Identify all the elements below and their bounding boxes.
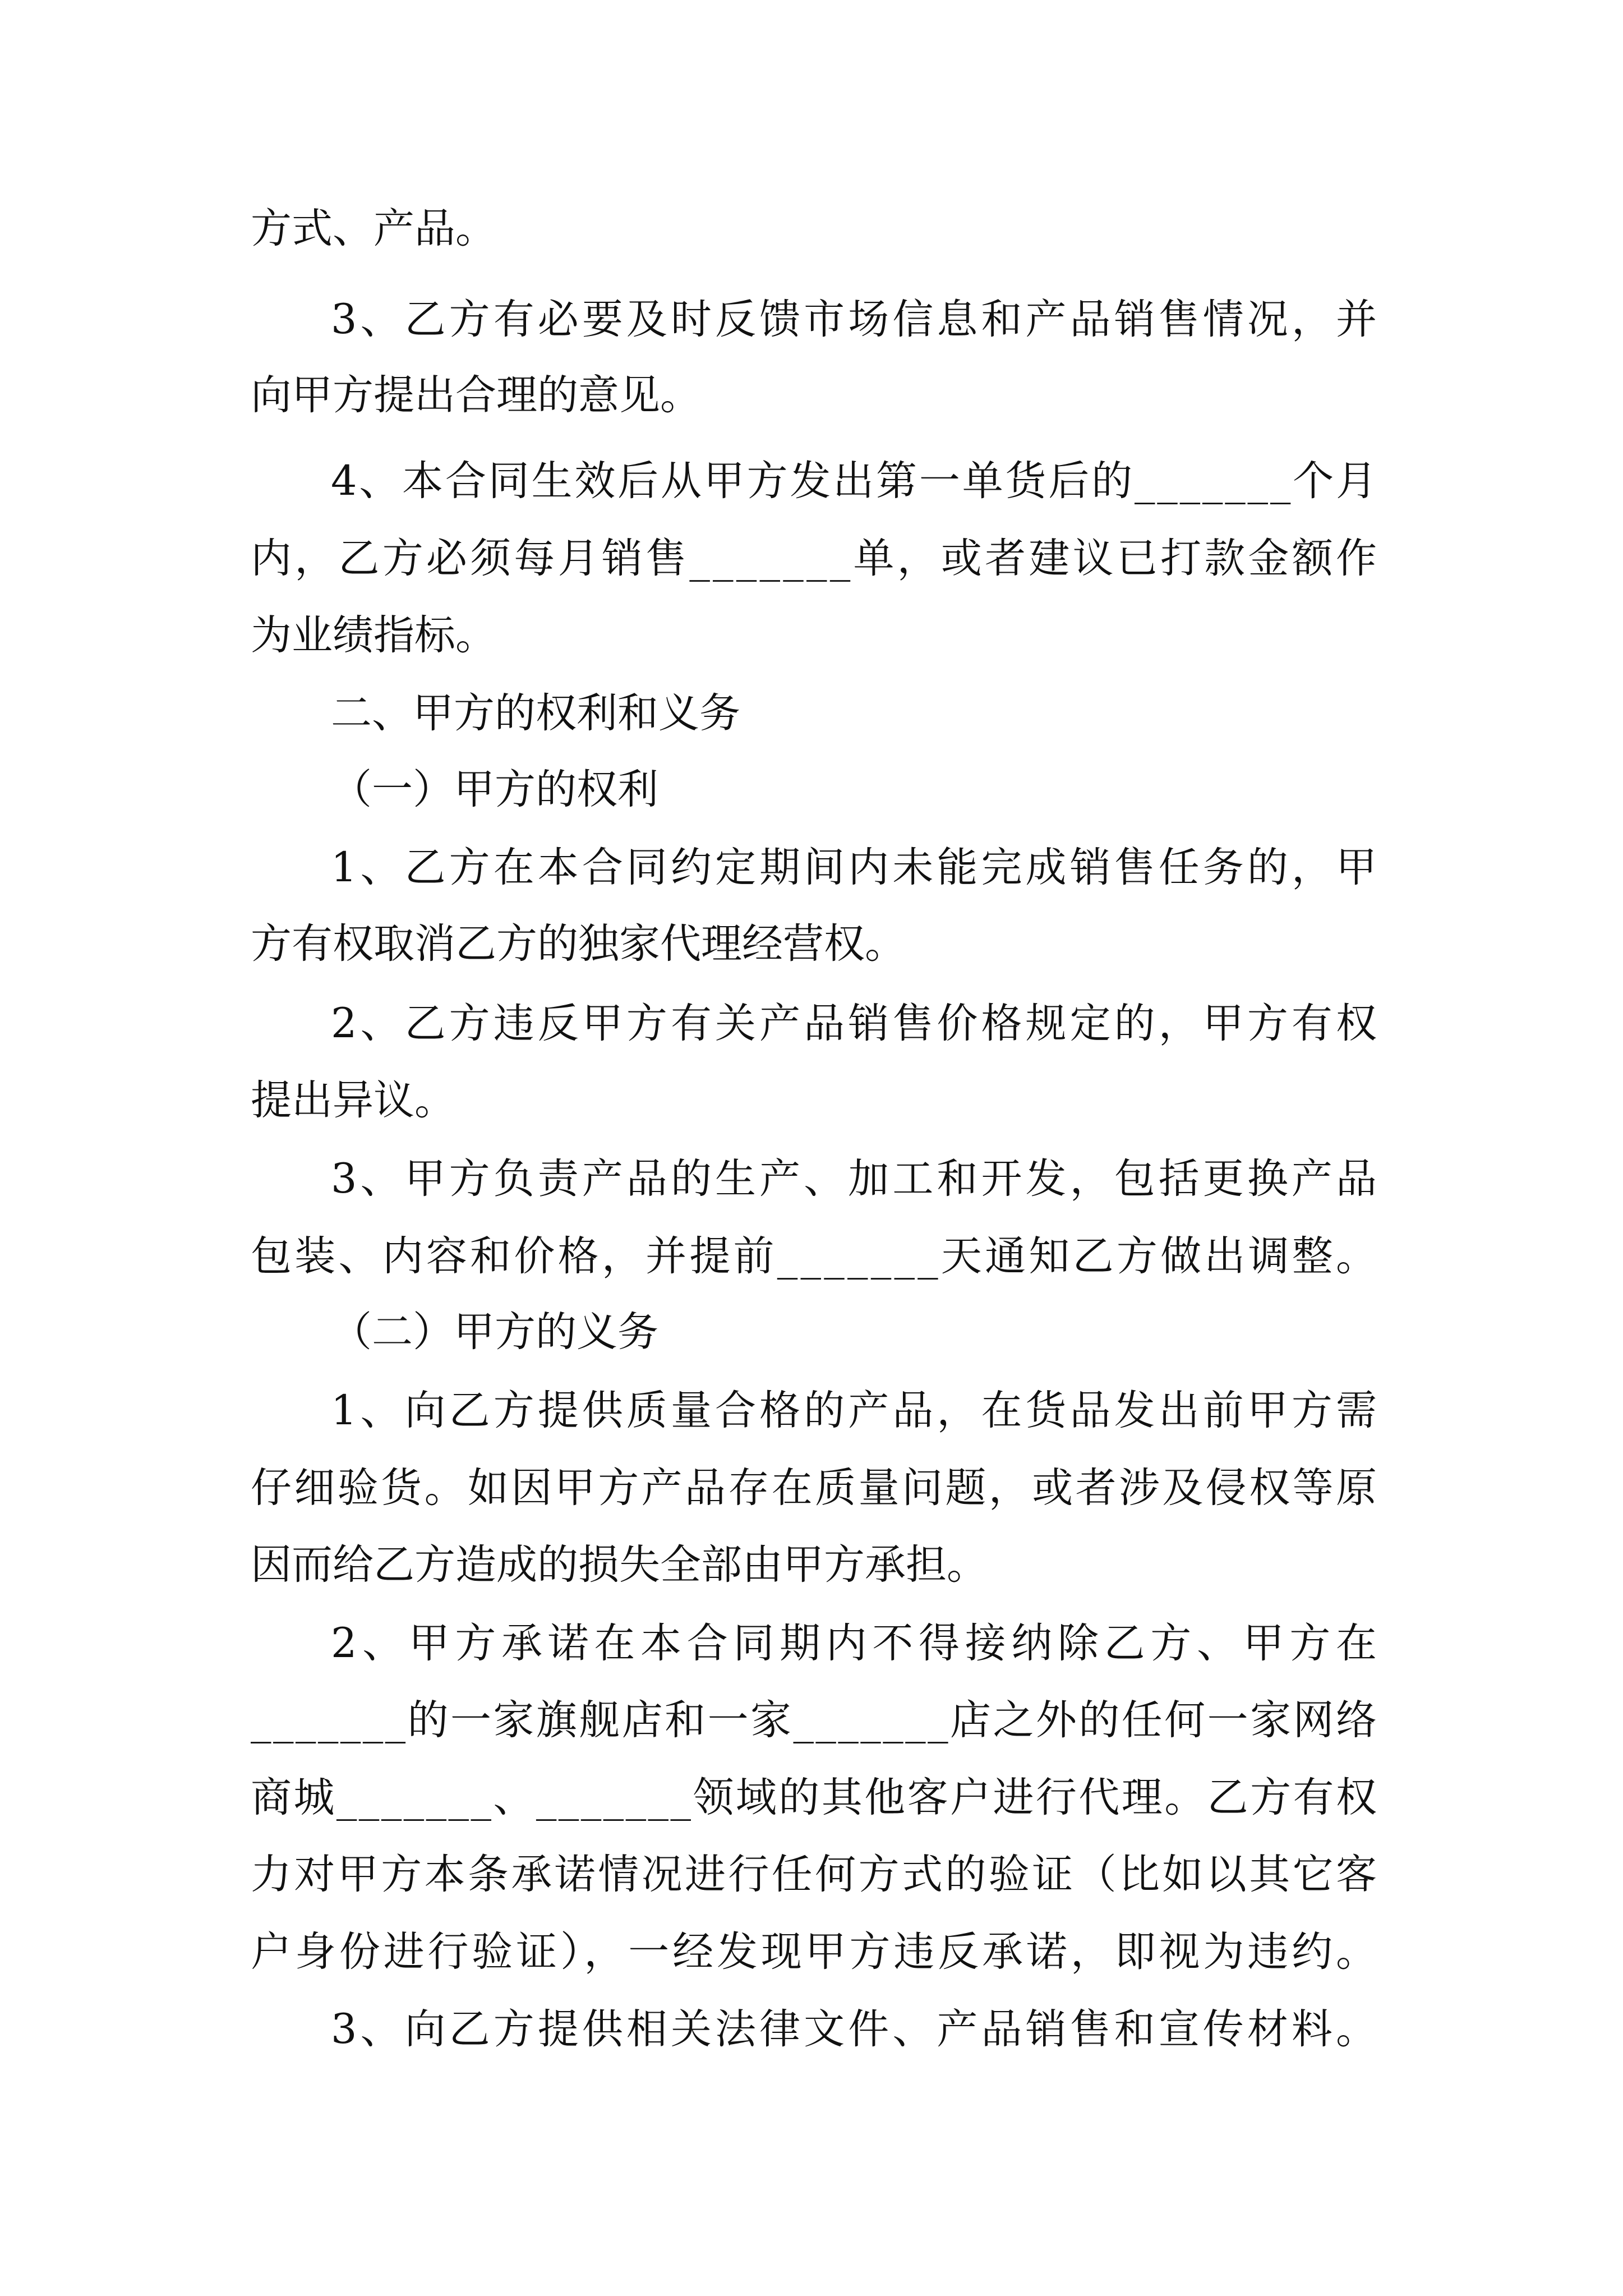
text-line [331,996,1380,1052]
line-text: 力对甲方本条承诺情况进行任何方式的验证（比如以其它客 [251,1851,1380,1898]
line-text: 1、向乙方提供质量合格的产品，在货品发出前甲方需 [331,1387,1381,1434]
line-text: 3、向乙方提供相关法律文件、产品销售和宣传材料。 [331,2005,1381,2053]
text-line [331,762,658,818]
text-line [251,1537,988,1593]
text-line [331,840,1380,896]
text-line [331,1383,1380,1439]
text-line [251,1847,1379,1903]
text-line [251,531,1380,587]
line-text: 为业绩指标。 [251,611,496,659]
text-line [331,453,1379,509]
text-line [251,916,906,972]
line-text: 仔细验货。如因甲方产品存在质量问题，或者涉及侵权等原 [251,1464,1380,1512]
line-text: 2、甲方承诺在本合同期内不得接纳除乙方、甲方在 [331,1619,1382,1667]
line-text: 3、乙方有必要及时反馈市场信息和产品销售情况，并 [331,296,1381,343]
line-text: 内，乙方必须每月销售_______单，或者建议已打款金额作 [251,535,1380,582]
line-text: 因而给乙方造成的损失全部由甲方承担。 [251,1541,988,1589]
text-line [251,1692,1378,1749]
line-text: _______的一家旗舰店和一家_______店之外的任何一家网络 [251,1696,1379,1744]
subsection-heading: （一）甲方的权利 [331,766,658,813]
text-line [331,1304,658,1360]
line-text: 包装、内容和价格，并提前_______天通知乙方做出调整。 [251,1232,1380,1280]
line-text: 提出异议。 [251,1076,455,1124]
line-text: 3、甲方负责产品的生产、加工和开发，包括更换产品 [331,1155,1381,1203]
text-line [251,1228,1380,1285]
line-text: 4、本合同生效后从甲方发出第一单货后的_______个月 [331,457,1379,505]
text-line [331,1616,1382,1672]
line-text: 2、乙方违反甲方有关产品销售价格规定的，甲方有权 [331,1000,1381,1047]
text-line [331,292,1380,348]
subsection-heading: （二）甲方的义务 [331,1308,658,1356]
section-heading: 二、甲方的权利和义务 [331,689,740,737]
text-line [331,685,740,742]
line-text: 户身份进行验证），一经发现甲方违反承诺，即视为违约。 [251,1928,1380,1976]
text-line [331,1151,1380,1207]
line-text: 方有权取消乙方的独家代理经营权。 [251,920,906,968]
line-text: 商城_______、_______领域的其他客户进行代理。乙方有权 [251,1774,1379,1821]
text-line [251,1073,455,1129]
line-text: 1、乙方在本合同约定期间内未能完成销售任务的，甲 [331,844,1381,891]
text-line [251,1460,1379,1516]
text-line [251,1924,1380,1980]
line-text: 方式、产品。 [251,205,496,252]
line-text: 向甲方提出合理的意见。 [251,371,701,419]
text-line [251,367,701,424]
text-line [251,1770,1378,1826]
text-line [331,2001,1380,2058]
text-line [251,608,496,664]
text-line [251,201,496,257]
